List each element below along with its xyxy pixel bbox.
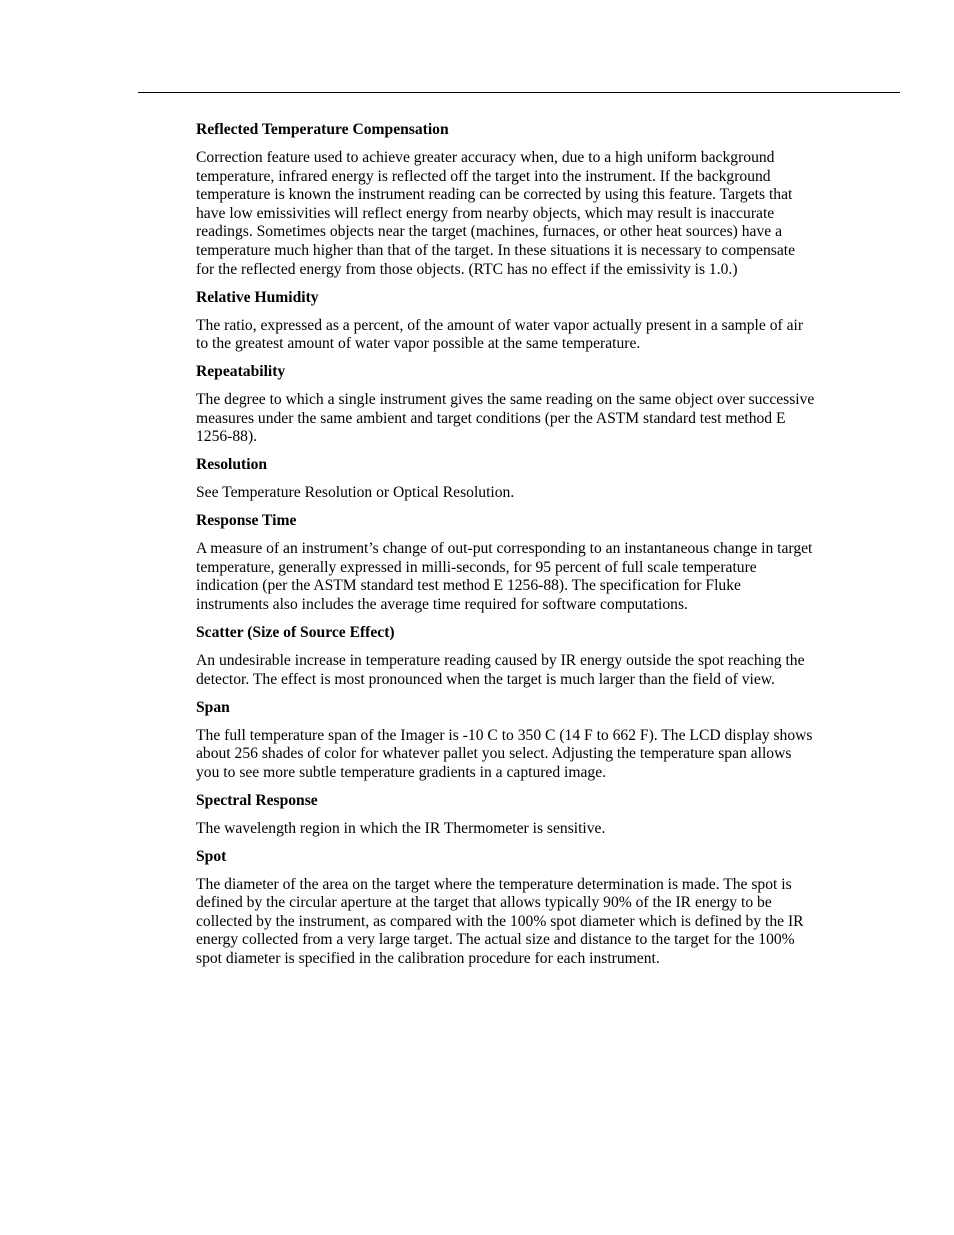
glossary-entry-spot [196, 848, 816, 969]
glossary-entry-resolution [196, 456, 816, 503]
glossary-entry-span [196, 699, 816, 783]
glossary-definition: Correction feature used to achieve greater accuracy when, due to a high uniform background temperature, infrared energy is reflected off the target into the instrument. If the background temperature is known the instrument reading can be corrected by using this feature. Targets that have low emissivities will reflect energy from nearby objects, which may result is inaccurate readings. Sometimes objects near the target (machines, furnaces, or other heat sources) have a temperature much higher than that of the target. In these situations it is necessary to compensate for the reflected energy from those objects. (RTC has no effect if the emissivity is 1.0.) [196, 148, 796, 278]
glossary-definition: The ratio, expressed as a percent, of the amount of water vapor actually present in a sample of air to the greatest amount of water vapor possible at the same temperature. [196, 316, 804, 353]
glossary-entry-reflected-temperature-compensation [196, 121, 816, 279]
glossary-term: Spectral Response [196, 791, 318, 809]
glossary-term: Spot [196, 847, 227, 865]
glossary-definition: A measure of an instrument’s change of out-put corresponding to an instantaneous change in target temperature, generally expressed in milli-seconds, for 95 percent of full scale temperature indication (per the ASTM standard test method E 1256-88). The specification for Fluke instruments also includes the average time required for software computations. [196, 540, 813, 613]
glossary-definition: The wavelength region in which the IR Thermometer is sensitive. [196, 819, 606, 837]
glossary-entry-response-time [196, 512, 816, 614]
glossary-term: Resolution [196, 456, 268, 474]
glossary-definition: See Temperature Resolution or Optical Resolution. [196, 484, 515, 502]
glossary-term: Repeatability [196, 363, 286, 381]
glossary-entry-spectral-response [196, 792, 816, 839]
glossary-entry-relative-humidity [196, 289, 816, 354]
glossary-body [196, 121, 816, 978]
glossary-term: Relative Humidity [196, 288, 319, 306]
glossary-definition: An undesirable increase in temperature reading caused by IR energy outside the spot reaching the detector. The effect is most pronounced when the target is much larger than the field of view. [196, 651, 805, 688]
header-rule [138, 92, 900, 93]
glossary-definition: The degree to which a single instrument gives the same reading on the same object over successive measures under the same ambient and target conditions (per the ASTM standard test method E 1256-88). [196, 391, 815, 446]
glossary-term: Response Time [196, 512, 297, 530]
glossary-term: Reflected Temperature Compensation [196, 121, 449, 138]
glossary-term: Span [196, 698, 230, 716]
glossary-entry-scatter [196, 624, 816, 689]
glossary-definition: The full temperature span of the Imager is -10 C to 350 C (14 F to 662 F). The LCD display shows about 256 shades of color for whatever pallet you select. Adjusting the temperature span allows you to see more subtle temperature gradients in a captured image. [196, 726, 813, 781]
glossary-term: Scatter (Size of Source Effect) [196, 623, 395, 641]
glossary-definition: The diameter of the area on the target where the temperature determination is made. The spot is defined by the circular aperture at the target that allows typically 90% of the IR energy to be collected by the instrument, as compared with the 100% spot diameter which is defined by the IR energy collected from a very large target. The actual size and distance to the target for the 100% spot diameter is specified in the calibration procedure for each instrument. [196, 875, 804, 968]
glossary-entry-repeatability [196, 363, 816, 447]
